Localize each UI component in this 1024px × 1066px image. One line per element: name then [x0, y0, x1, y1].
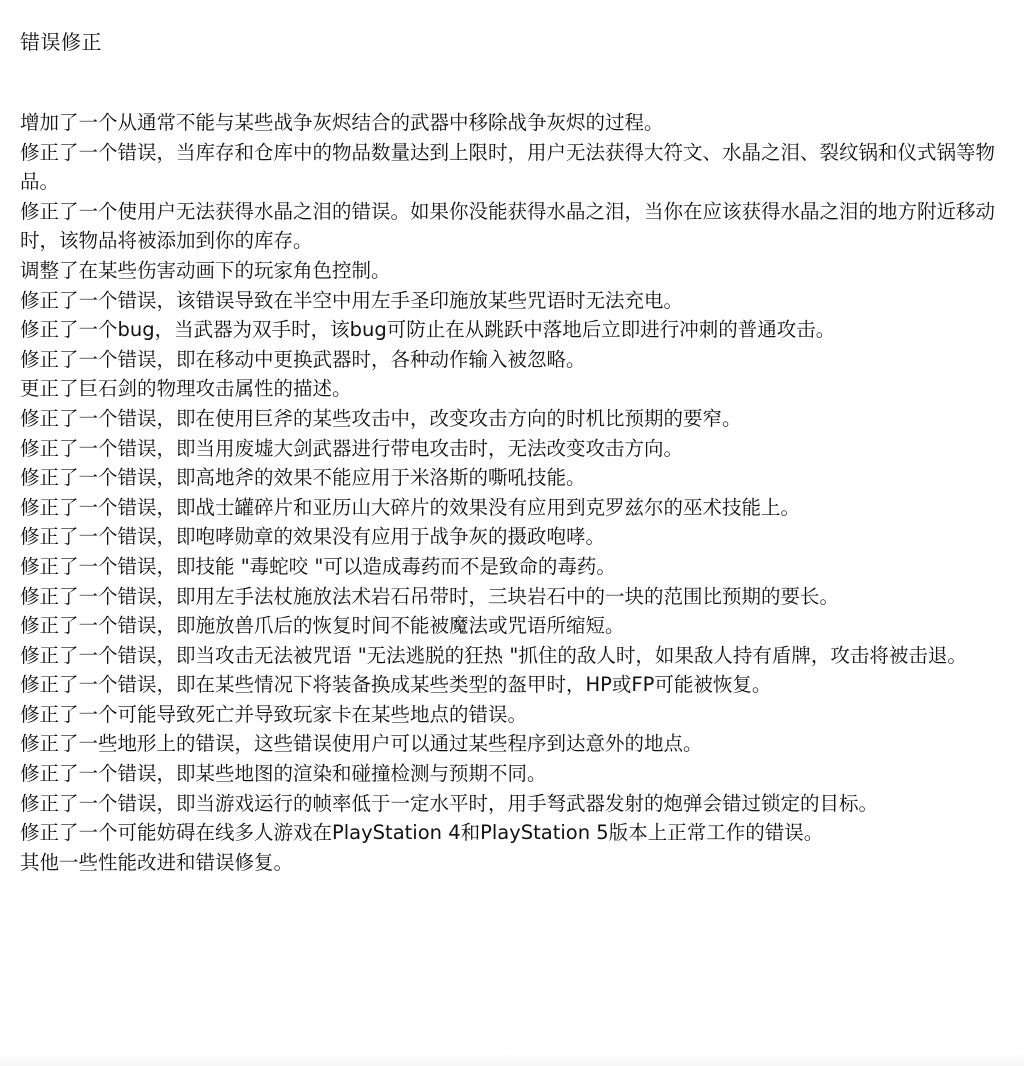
fix-list: [20, 108, 995, 877]
list-item: 修正了一个错误，即施放兽爪后的恢复时间不能被魔法或咒语所缩短。: [20, 614, 625, 638]
list-item: 修正了一个bug，当武器为双手时，该bug可防止在从跳跃中落地后立即进行冲刺的普通攻击。: [20, 318, 836, 342]
list-item: 修正了一个可能导致死亡并导致玩家卡在某些地点的错误。: [20, 702, 528, 726]
page-title: 错误修正: [20, 30, 102, 54]
list-item: 调整了在某些伤害动画下的玩家角色控制。: [20, 258, 391, 282]
list-item: 修正了一个错误，即高地斧的效果不能应用于米洛斯的嘶吼技能。: [20, 466, 586, 490]
list-item: 修正了一个错误，即当用废墟大剑武器进行带电攻击时，无法改变攻击方向。: [20, 436, 684, 460]
list-item: 增加了一个从通常不能与某些战争灰烬结合的武器中移除战争灰烬的过程。: [20, 111, 664, 134]
list-item: 修正了一个可能妨碍在线多人游戏在PlayStation 4和PlayStation 5版本上正常工作的错误。: [20, 821, 824, 845]
list-item: 修正了一个错误，即某些地图的渲染和碰撞检测与预期不同。: [20, 762, 547, 786]
list-item: 修正了一个错误，即当攻击无法被咒语 "无法逃脱的狂热 "抓住的敌人时，如果敌人持有盾牌，攻击将被击退。: [20, 643, 967, 667]
list-item: 修正了一个错误，即在使用巨斧的某些攻击中，改变攻击方向的时机比预期的要窄。: [20, 406, 742, 430]
list-item: 修正了一个错误，即在某些情况下将装备换成某些类型的盔甲时，HP或FP可能被恢复。: [20, 673, 772, 697]
list-item: 修正了一个错误，即在移动中更换武器时，各种动作输入被忽略。: [20, 347, 586, 371]
list-item: 修正了一个错误，当库存和仓库中的物品数量达到上限时，用户无法获得大符文、水晶之泪、裂纹锅和仪式锅等物品。: [20, 140, 996, 194]
bottom-edge: [0, 1052, 1024, 1066]
list-item: 修正了一个错误，即当游戏运行的帧率低于一定水平时，用手弩武器发射的炮弹会错过锁定的目标。: [20, 791, 879, 815]
list-item: 其他一些性能改进和错误修复。: [20, 850, 294, 874]
list-item: 修正了一个错误，即战士罐碎片和亚历山大碎片的效果没有应用到克罗兹尔的巫术技能上。: [20, 495, 801, 519]
list-item: 修正了一个错误，即咆哮勋章的效果没有应用于战争灰的摄政咆哮。: [20, 525, 606, 549]
list-item: 修正了一个错误，即用左手法杖施放法术岩石吊带时，三块岩石中的一块的范围比预期的要长。: [20, 584, 840, 608]
list-item: 修正了一个错误，该错误导致在半空中用左手圣印施放某些咒语时无法充电。: [20, 288, 684, 312]
list-item: 修正了一个使用户无法获得水晶之泪的错误。如果你没能获得水晶之泪，当你在应该获得水晶之泪的地方附近移动时，该物品将被添加到你的库存。: [20, 199, 996, 253]
list-item: 更正了巨石剑的物理攻击属性的描述。: [20, 377, 352, 401]
list-item: 修正了一些地形上的错误，这些错误使用户可以通过某些程序到达意外的地点。: [20, 732, 703, 756]
list-item: 修正了一个错误，即技能 "毒蛇咬 "可以造成毒药而不是致命的毒药。: [20, 554, 616, 578]
